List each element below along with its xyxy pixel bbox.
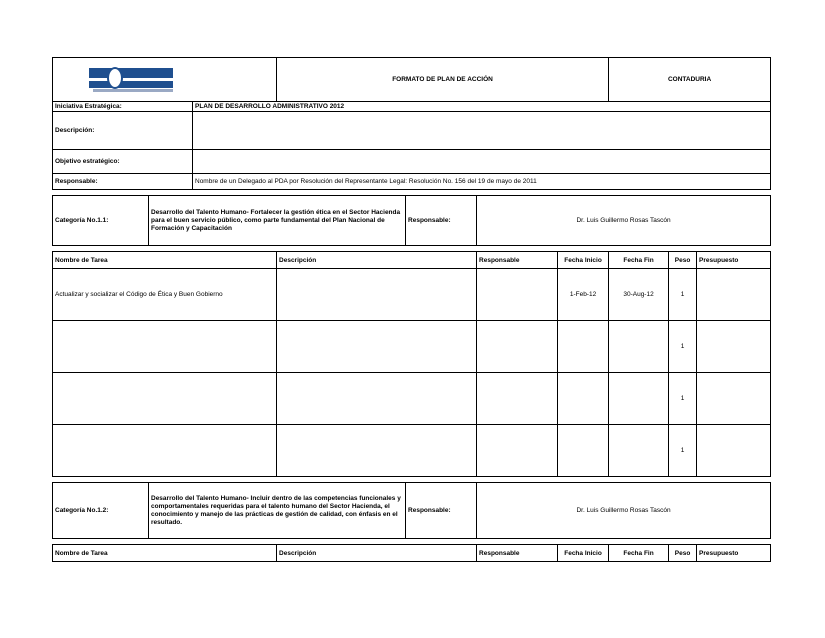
task-presupuesto bbox=[697, 425, 771, 477]
descripcion-row bbox=[53, 112, 771, 150]
category-label: Categoría No.1.2: bbox=[53, 483, 149, 539]
col-peso: Peso bbox=[669, 545, 697, 562]
task-presupuesto bbox=[697, 269, 771, 321]
task-peso: 1 bbox=[669, 269, 697, 321]
task-nombre: Actualizar y socializar el Código de Ética y Buen Gobierno bbox=[53, 269, 277, 321]
task-responsable bbox=[477, 321, 558, 373]
responsable-label: Responsable: bbox=[53, 174, 193, 190]
objetivo-value bbox=[193, 150, 771, 174]
task-responsable bbox=[477, 373, 558, 425]
col-descripcion: Descripción bbox=[277, 545, 477, 562]
task-fecha-fin bbox=[609, 321, 669, 373]
col-nombre: Nombre de Tarea bbox=[53, 545, 277, 562]
area-title: CONTADURIA bbox=[609, 58, 771, 102]
task-row bbox=[53, 425, 771, 477]
col-responsable: Responsable bbox=[477, 252, 558, 269]
col-fecha-fin: Fecha Fin bbox=[609, 252, 669, 269]
task-header-row bbox=[53, 545, 771, 562]
col-nombre: Nombre de Tarea bbox=[53, 252, 277, 269]
format-title: FORMATO DE PLAN DE ACCIÓN bbox=[277, 58, 609, 102]
task-nombre bbox=[53, 425, 277, 477]
category-row bbox=[53, 196, 771, 246]
ministerio-hacienda-logo-icon bbox=[89, 66, 173, 94]
col-fecha-inicio: Fecha Inicio bbox=[558, 252, 609, 269]
col-presupuesto: Presupuesto bbox=[697, 545, 771, 562]
task-descripcion bbox=[277, 269, 477, 321]
col-fecha-fin: Fecha Fin bbox=[609, 545, 669, 562]
task-descripcion bbox=[277, 425, 477, 477]
task-fecha-fin bbox=[609, 425, 669, 477]
task-fecha-fin: 30-Aug-12 bbox=[609, 269, 669, 321]
col-fecha-inicio: Fecha Inicio bbox=[558, 545, 609, 562]
task-row bbox=[53, 373, 771, 425]
task-peso: 1 bbox=[669, 373, 697, 425]
descripcion-label: Descripción: bbox=[53, 112, 193, 150]
category-label: Categoría No.1.1: bbox=[53, 196, 149, 246]
descripcion-value bbox=[193, 112, 771, 150]
task-fecha-fin bbox=[609, 373, 669, 425]
action-plan-sheet bbox=[52, 57, 770, 562]
col-presupuesto: Presupuesto bbox=[697, 252, 771, 269]
task-responsable bbox=[477, 269, 558, 321]
action-plan-table bbox=[52, 57, 771, 562]
iniciativa-row bbox=[53, 102, 771, 112]
category-responsable-value: Dr. Luis Guillermo Rosas Tascón bbox=[477, 196, 771, 246]
task-descripcion bbox=[277, 321, 477, 373]
responsable-value: Nombre de un Delegado al PDA por Resolución del Representante Legal: Resolución No. 156 del 19 de mayo de 2011 bbox=[193, 174, 771, 190]
task-descripcion bbox=[277, 373, 477, 425]
col-peso: Peso bbox=[669, 252, 697, 269]
category-description: Desarrollo del Talento Humano- Incluir dentro de las competencias funcionales y comportamentales requeridas para el talento humano del Sector Hacienda, el conocimiento y manejo de las prácticas de gestión de calidad, con énfasis en el resultado. bbox=[149, 483, 406, 539]
header-row bbox=[53, 58, 771, 102]
task-row bbox=[53, 269, 771, 321]
task-header-row bbox=[53, 252, 771, 269]
category-responsable-value: Dr. Luis Guillermo Rosas Tascón bbox=[477, 483, 771, 539]
logo-cell bbox=[53, 58, 277, 102]
task-nombre bbox=[53, 373, 277, 425]
task-fecha-inicio bbox=[558, 321, 609, 373]
task-presupuesto bbox=[697, 373, 771, 425]
task-responsable bbox=[477, 425, 558, 477]
col-responsable: Responsable bbox=[477, 545, 558, 562]
col-descripcion: Descripción bbox=[277, 252, 477, 269]
category-row bbox=[53, 483, 771, 539]
iniciativa-label: Iniciativa Estratégica: bbox=[53, 102, 193, 112]
objetivo-label: Objetivo estratégico: bbox=[53, 150, 193, 174]
category-description: Desarrollo del Talento Humano- Fortalecer la gestión ética en el Sector Hacienda para el buen servicio público, como parte fundamental del Plan Nacional de Formación y Capacitación bbox=[149, 196, 406, 246]
iniciativa-value: PLAN DE DESARROLLO ADMINISTRATIVO 2012 bbox=[193, 102, 771, 112]
task-presupuesto bbox=[697, 321, 771, 373]
task-fecha-inicio bbox=[558, 425, 609, 477]
task-peso: 1 bbox=[669, 425, 697, 477]
task-nombre bbox=[53, 321, 277, 373]
category-responsable-label: Responsable: bbox=[406, 483, 477, 539]
task-row bbox=[53, 321, 771, 373]
task-fecha-inicio: 1-Feb-12 bbox=[558, 269, 609, 321]
category-responsable-label: Responsable: bbox=[406, 196, 477, 246]
responsable-row bbox=[53, 174, 771, 190]
task-peso: 1 bbox=[669, 321, 697, 373]
objetivo-row bbox=[53, 150, 771, 174]
task-fecha-inicio bbox=[558, 373, 609, 425]
